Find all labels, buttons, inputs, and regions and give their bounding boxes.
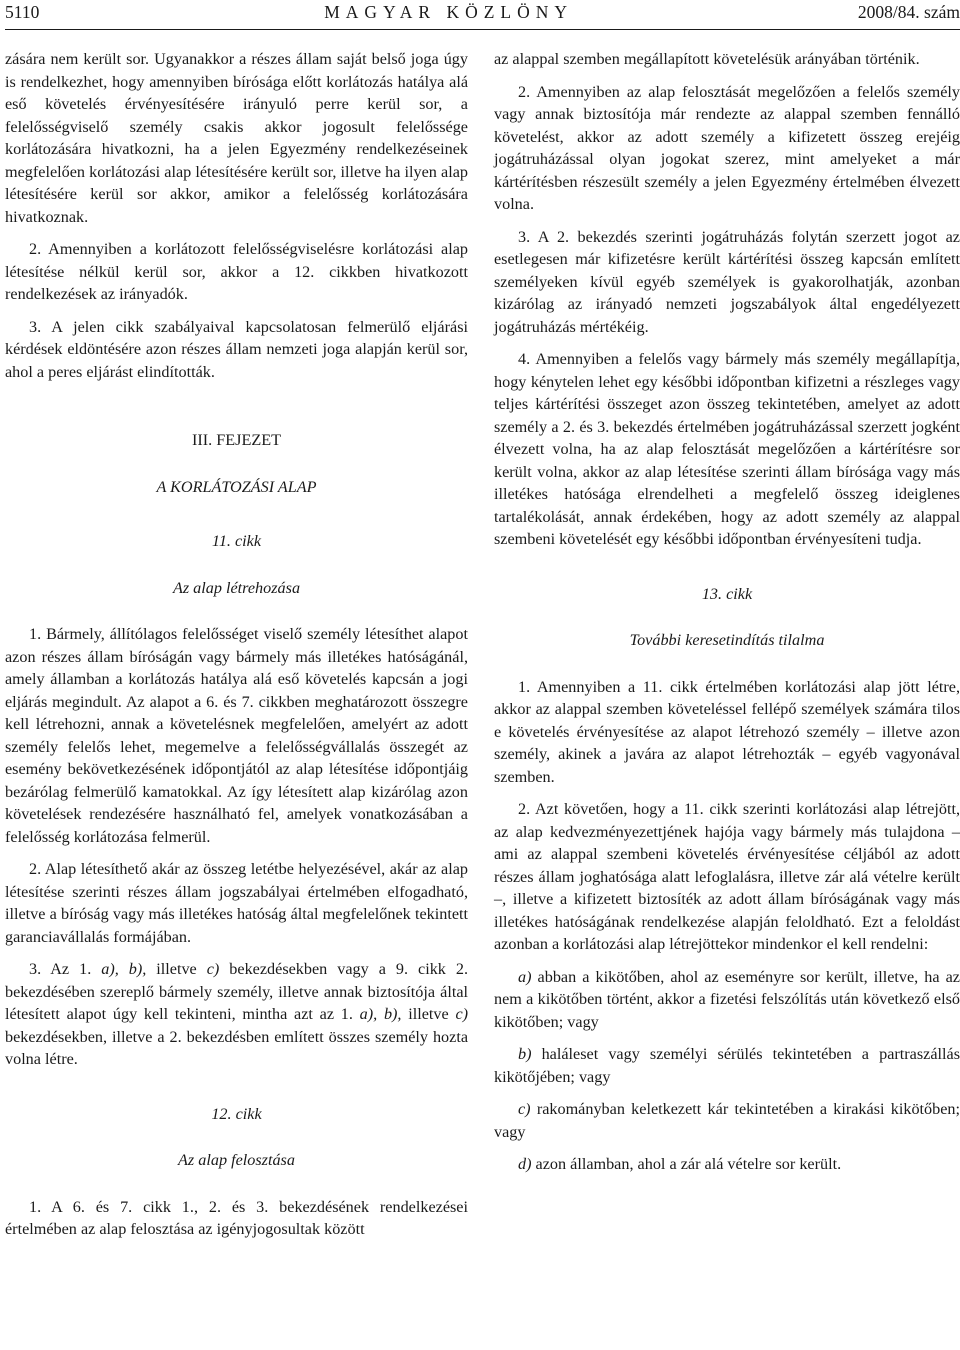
paragraph: 2. Alap létesíthető akár az összeg letétbe helyezésével, akár az alap létesítése szerinti részes állam jogszabályai értelmében elfogadható, illetve a bíróság vagy más illetékes hatóság által megfelelőnek tekintett garanciavállalás formájában. (5, 860, 468, 946)
text-run: illetve (401, 1005, 456, 1023)
paragraph: 2. Azt követően, hogy a 11. cikk szerinti korlátozási alap létrejött, az alap kedvezményezettjének hajója vagy bármely más tulajdona – ami az alappal szembeni követelés érvényesítése céljából az adott részes állam joghatósága alatt lefoglalásra, illetve zár alá vételre került –, illetve a kifizetett biztosíték az adott állam bíróságának vagy más illetékes hatóságának rendelkezése alapján feloldható. Ezt a feloldást azonban a korlátozási alap létrejöttekor mindenkor el kell rendelni: (494, 800, 960, 953)
page-header (5, 0, 960, 30)
item-label: c) (518, 1100, 531, 1118)
article-heading: 13. cikk (701, 584, 753, 603)
item-text: rakományban keletkezett kár tekintetében a kirakási kikötőben; vagy (494, 1100, 960, 1141)
item-text: haláleset vagy személyi sérülés tekintetében a partraszállás kikötőjében; vagy (494, 1045, 960, 1086)
article-title: Az alap létrehozása (172, 578, 301, 597)
issue-number: 2008/84. szám (857, 2, 960, 22)
paragraph: 2. Amennyiben a korlátozott felelősségviselésre korlátozási alap létesítése nélkül kerül sor, akkor a 12. cikkben hivatkozott rendelkezések az irányadók. (5, 240, 468, 303)
text-run: a), b), (359, 1005, 402, 1023)
paragraph (5, 958, 468, 1071)
item-text: abban a kikötőben, ahol az eseményre sor került, illetve, ha az nem a kikötőben történt, akkor a fizetési felszólítás után következő első kikötőben; vagy (494, 967, 960, 1031)
text-run: illetve (146, 960, 207, 978)
list-item (494, 1043, 960, 1088)
paragraph: 2. Amennyiben az alap felosztását megelőzően a felelős személy vagy annak biztosítója már rendezte az alappal szemben fennálló követelést, akkor az adott személy a kifizetett összeg erejéig jogátruházással olyan jogokat szerez, mint amelyeket a már kártérítésben részesült személy a jelen Egyezmény értelmében élvezett volna. (494, 82, 960, 213)
article-title: További keresetindítás tilalma (629, 631, 825, 649)
item-label: a) (518, 967, 532, 986)
text-run: c) (455, 1005, 469, 1023)
paragraph: 3. A jelen cikk szabályaival kapcsolatosan felmerülő eljárási kérdések eldöntésére azon részes állam nemzeti joga alapján kerül sor, ahol a peres eljárást elindították. (5, 317, 468, 381)
text-run: 3. Az 1. (29, 960, 102, 978)
header-rule (5, 29, 960, 30)
article-heading: 12. cikk (211, 1104, 262, 1123)
article-heading: 11. cikk (211, 532, 262, 550)
text-run: bekezdésekben vagy a 9. cikk 2. bekezdésében szereplő bármely személy, illetve annak biztosítója által létesített alapot úgy kell tekinteni, mintha azt az 1. (5, 960, 469, 1023)
item-text: azon államban, ahol a zár alá vételre sor került. (531, 1155, 842, 1173)
left-column (5, 48, 468, 1251)
text-run: c) (206, 960, 220, 978)
paragraph: 3. A 2. bekezdés szerinti jogátruházás folytán szerzett jogot az esetlegesen már kifizetésre került kártérítési összeg kapcsán említett személyeken kívül egyéb személyek is gyakorolhatják, azonban kizárólag az irányadó nemzeti jogszabályok által engedélyezett jogátruházás mértékéig. (494, 227, 960, 336)
paragraph: 1. A 6. és 7. cikk 1., 2. és 3. bekezdésének rendelkezései értelmében az alap felosztása az igényjogosultak között (5, 1197, 468, 1238)
paragraph: zására nem került sor. Ugyanakkor a részes állam saját belső joga úgy is rendelkezhet, hogy amennyiben bírósága előtt korlátozás hatálya alá eső követelés érvényesítésére irányuló perre kerül sor, a felelősségviselő személy csakis akkor jogosult felelőssége korlátozására hivatkozni, ha a jelen Egyezmény rendelkezéseinek megfelelően korlátozási alap létesítésére került sor, illetve ha ilyen alap létesítésére kerül sor akkor, amikor a felelősség korlátozására hivatkoznak. (5, 50, 468, 226)
chapter-title: A KORLÁTOZÁSI ALAP (156, 477, 317, 496)
list-item (494, 1098, 960, 1143)
journal-title: MAGYAR KÖZLÖNY (324, 2, 574, 22)
item-label: b) (518, 1045, 532, 1063)
paragraph: 1. Amennyiben a 11. cikk értelmében korlátozási alap jött létre, akkor az alappal szemben követeléssel fellépő személyek számára tilos e követelés érvényesítése az alapot létrehozó személy – illetve azon személy, akinek a javára az alapot létrehozták – egyéb vagyonával szemben. (494, 677, 960, 786)
page-number: 5110 (5, 2, 40, 22)
text-run: bekezdésekben, illetve a 2. bekezdésben említett összes személy hozta volna létre. (5, 1027, 468, 1068)
paragraph: 4. Amennyiben a felelős vagy bármely más személy megállapítja, hogy kénytelen lehet egy későbbi időpontban kifizetni a részleges vagy teljes kártérítési összeget azon összeg tekintetében, amelyet az adott személy a 2. és 3. bekezdés értelmében jogátruházással szerzett jogként élvezett volna, ha az alap felosztását megelőzően a kártérítésre sor került volna, akkor az alap létesítése szerinti állam bírósága vagy más illetékes hatósága elrendelheti a megfelelő összeg ideiglenes tartalékolását, annak érdekében, hogy az adott személy az alappal szembeni követelését egy későbbi időpontban érvényesíteni tudja. (494, 350, 960, 548)
list-item (494, 1153, 960, 1176)
item-label: d) (518, 1155, 532, 1173)
text-run: a), b), (101, 960, 147, 978)
article-title: Az alap felosztása (178, 1151, 295, 1169)
paragraph: az alappal szemben megállapított követelésük arányában történik. (494, 50, 920, 68)
list-item (494, 966, 960, 1034)
paragraph: 1. Bármely, állítólagos felelősséget viselő személy létesíthet alapot azon részes állam bíróságán vagy bármely más illetékes hatóságánál, amely államban a korlátozás hatálya alá eső követelés kapcsán a jogi eljárás megindult. Az alapot a 6. és 7. cikkben meghatározott összegre kell létrehozni, annak a követelésnek megfelelően, amelyért az adott személy felelős lehet, megemelve a felelősségvállalás összegét az esemény bekövetkezésének időpontjától az alap létesítése időpontjáig bezárólag felmerülő kamatokkal. Az így létesített alap kizárólag azon követelések rendezésére használható fel, amelyek vonatkozásában a felelősség korlátozása felmerül. (5, 625, 468, 846)
chapter-heading: III. FEJEZET (191, 431, 281, 449)
right-column (494, 48, 960, 1186)
